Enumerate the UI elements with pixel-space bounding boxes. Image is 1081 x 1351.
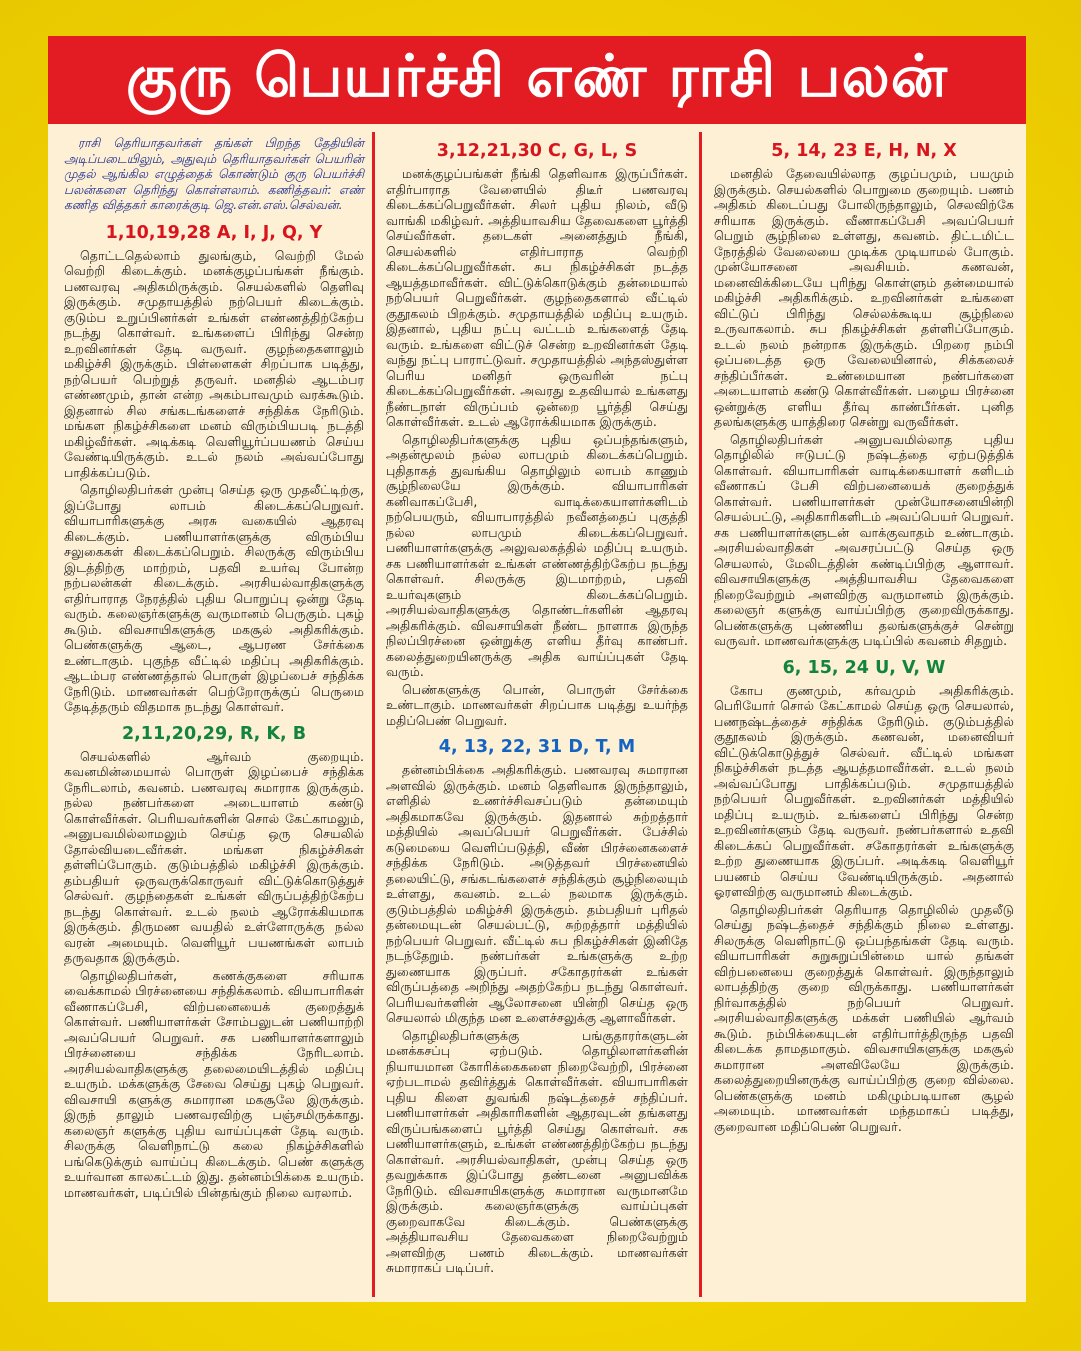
column-1 bbox=[56, 132, 372, 1297]
section-paragraph: தொழிலதிபர்களுக்கு பங்குதாரர்களுடன் மனக்கசப்பு ஏற்படும். தொழிலாளர்களின் நியாயமான கோரிக்கைகளை நிறைவேற்றி, பிரச்னை ஏற்படாமல் தவிர்த்துக் கொள்வீர்கள். வியாபாரிகள் புதிய கிளை துவங்கி நஷ்டத்தைச் சந்திப்பர். பணியாளர்கள் அதிகாரிகளின் ஆதரவுடன் தங்களது விருப்பங்களைப் பூர்த்தி செய்து கொள்வர். சக பணியாளர்களும், உங்கள் எண்ணத்திற்கேற்ப நடந்து கொள்வர். அரசியல்வாதிகள், முன்பு செய்த ஒரு தவறுக்காக இப்போது தண்டனை அனுபவிக்க நேரிடும். விவசாயிகளுக்கு சுமாரான வருமானமே இருக்கும். கலைஞர்களுக்கு வாய்ப்புகள் குறைவாகவே கிடைக்கும். பெண்களுக்கு அத்தியாவசிய தேவைகளை நிறைவேற்றும் அளவிற்கு பணம் கிடைக்கும். மாணவர்கள் சுமாராகப் படிப்பர். bbox=[386, 1027, 688, 1275]
section-paragraph: தொழிலதிபர்கள் அனுபவமில்லாத புதிய தொழிலில் ஈடுபட்டு நஷ்டத்தை ஏற்படுத்திக் கொள்வர். வியாபாரிகள் வாடிக்கையாளர் களிடம் வீணாகப் பேசி விற்பனையைக் குறைத்துக் கொள்வர். பணியாளர்கள் முன்யோசனையின்றி செயல்பட்டு, அதிகாரிகளிடம் அவப்பெயர் பெறுவர். சக பணியாளர்களுடன் வாக்குவாதம் உண்டாகும். அரசியல்வாதிகள் அவசரப்பட்டு செய்த ஒரு செயலால், மேலிடத்தின் கண்டிப்பிற்கு ஆளாவர். விவசாயிகளுக்கு அத்தியாவசிய தேவைகளை நிறைவேற்றும் அளவிற்கு வருமானம் இருக்கும். கலைஞர் களுக்கு வாய்ப்பிற்கு குறைவிருக்காது. பெண்களுக்கு புண்ணிய தலங்களுக்குச் சென்று வருவர். மாணவர்களுக்கு படிப்பில் கவனம் சிதறும். bbox=[714, 431, 1014, 648]
section-paragraph: தொழிலதிபர்கள் தெரியாத தொழிலில் முதலீடு செய்து நஷ்டத்தைச் சந்திக்கும் நிலை உள்ளது. சிலருக்கு வெளிநாட்டு ஒப்பந்தங்கள் தேடி வரும். வியாபாரிகள் சுறுசுறுப்பின்மை யால் தங்கள் விற்பனையை குறைத்துக் கொள்வர். இருந்தாலும் லாபத்திற்கு குறை விருக்காது. பணியாளர்கள் நிர்வாகத்தில் நற்பெயர் பெறுவர். அரசியல்வாதிகளுக்கு மக்கள் பணியில் ஆர்வம் கூடும். நம்பிக்கையுடன் எதிர்பார்த்திருந்த பதவி கிடைக்க தாமதமாகும். விவசாயிகளுக்கு மகசூல் சுமாரான அளவிலேயே இருக்கும். கலைத்துறையினருக்கு வாய்ப்பிற்கு குறை வில்லை. பெண்களுக்கு மனம் மகிழும்படியான சூழல் அமையும். மாணவர்கள் மந்தமாகப் படித்து, குறைவான மதிப்பெண் பெறுவர். bbox=[714, 901, 1014, 1134]
column-2 bbox=[378, 132, 696, 1297]
page-title: குரு பெயர்ச்சி எண் ராசி பலன் bbox=[126, 42, 948, 110]
section-paragraph: மனதில் தேவையில்லாத குழப்பமும், பயமும் இருக்கும். செயல்களில் பொறுமை குறையும். பணம் அதிகம் கிடைப்பது போலிருந்தாலும், செலவிற்கே சரியாக இருக்கும். வீணாகப்பேசி அவப்பெயர் பெறும் சூழ்நிலை உள்ளது, கவனம். திட்டமிட்ட நேரத்தில் வேலையை முடிக்க முடியாமல் போகும். முன்யோசனை அவசியம். கணவன், மனைவிக்கிடையே புரிந்து கொள்ளும் தன்மையால் மகிழ்ச்சி அதிகரிக்கும். உறவினர்கள் உங்களை விட்டுப் பிரிந்து செல்லக்கூடிய சூழ்நிலை உருவாகலாம். சுப நிகழ்ச்சிகள் தள்ளிப்போகும். உடல் நலம் நன்றாக இருக்கும். பிறரை நம்பி ஒப்படைத்த ஒரு வேலையினால், சிக்கலைச் சந்திப்பீர்கள். உண்மையான நண்பர்களை அடையாளம் கண்டு கொள்வீர்கள். பழைய பிரச்னை ஒன்றுக்கு எளிய தீர்வு காண்பீர்கள். புனித தலங்களுக்கு யாத்திரை சென்று வருவீர்கள். bbox=[714, 166, 1014, 429]
section-paragraph: தன்னம்பிக்கை அதிகரிக்கும். பணவரவு சுமாரான அளவில் இருக்கும். மனம் தெளிவாக இருந்தாலும், எளிதில் உணர்ச்சிவசப்படும் தன்மையும் அதிகமாகவே இருக்கும். இதனால் சுற்றத்தார் மத்தியில் அவப்பெயர் பெறுவீர்கள். பேச்சில் கடுமையை வெளிப்படுத்தி, வீண் பிரச்னைகளைச் சந்திக்க நேரிடும். அடுத்தவர் பிரச்னையில் தலையிட்டு, சங்கடங்களைச் சந்திக்கும் சூழ்நிலையும் உள்ளது, கவனம். உடல் நலமாக இருக்கும். குடும்பத்தில் மகிழ்ச்சி இருக்கும். தம்பதியர் புரிதல் தன்மையுடன் செயல்பட்டு, சுற்றத்தார் மத்தியில் நற்பெயர் பெறுவர். வீட்டில் சுப நிகழ்ச்சிகள் இனிதே நடந்தேறும். நண்பர்கள் உங்களுக்கு உற்ற துணையாக இருப்பர். சகோதரர்கள் உங்கள் விருப்பத்தை அறிந்து அதற்கேற்ப நடந்து கொள்வர். பெரியவர்களின் ஆலோசனை யின்றி செய்த ஒரு செயலால் மிகுந்த மன உளைச்சலுக்கு ஆளாவீர்கள். bbox=[386, 762, 688, 1025]
section-paragraph: தொழிலதிபர்கள் முன்பு செய்த ஒரு முதலீட்டிற்கு, இப்போது லாபம் கிடைக்கப்பெறுவர். வியாபாரிகளுக்கு அரசு வகையில் ஆதரவு கிடைக்கும். பணியாளர்களுக்கு விரும்பிய சலுகைகள் கிடைக்கப்பெறும். சிலருக்கு விரும்பிய இடத்திற்கு மாற்றம், பதவி உயர்வு போன்ற நற்பலன்கள் கிடைக்கும். அரசியல்வாதிகளுக்கு எதிர்பாராத நேரத்தில் புதிய பொறுப்பு ஒன்று தேடி வரும். கலைஞர்களுக்கு வருமானம் பெருகும். புகழ் கூடும். விவசாயிகளுக்கு மகசூல் அதிகரிக்கும். பெண்களுக்கு ஆடை, ஆபரண சேர்க்கை உண்டாகும். புகுந்த வீட்டில் மதிப்பு அதிகரிக்கும். ஆடம்பர எண்ணத்தால் பொருள் இழப்பைச் சந்திக்க நேரிடும். மாணவர்கள் பெற்றோருக்குப் பெருமை தேடித்தரும் விதமாக நடந்து கொள்வர். bbox=[64, 482, 364, 714]
section-paragraph: தொழிலதிபர்களுக்கு புதிய ஒப்பந்தங்களும், அதன்மூலம் நல்ல லாபமும் கிடைக்கப்பெறும். புதிதாகத் துவங்கிய தொழிலும் லாபம் காணும் சூழ்நிலையே இருக்கும். வியாபாரிகள் கனிவாகப்பேசி, வாடிக்கையாளர்களிடம் நற்பெயரும், வியாபாரத்தில் நவீனத்தைப் புகுத்தி நல்ல லாபமும் கிடைக்கப்பெறுவர். பணியாளர்களுக்கு அலுவலகத்தில் மதிப்பு உயரும். சக பணியாளர்கள் உங்கள் எண்ணத்திற்கேற்ப நடந்து கொள்வர். சிலருக்கு இடமாற்றம், பதவி உயர்வுகளும் கிடைக்கப்பெறும். அரசியல்வாதிகளுக்கு தொண்டர்களின் ஆதரவு அதிகரிக்கும். விவசாயிகள் நீண்ட நாளாக இருந்த நிலப்பிரச்னை ஒன்றுக்கு எளிய தீர்வு காண்பர். கலைத்துறையினருக்கு அதிக வாய்ப்புகள் தேடி வரும். bbox=[386, 431, 689, 679]
section-heading-4: 4, 13, 22, 31 D, T, M bbox=[438, 737, 636, 757]
section-paragraph: மனக்குழப்பங்கள் நீங்கி தெளிவாக இருப்பீர்கள். எதிர்பாராத வேளையில் திடீர் பணவரவு கிடைக்கப்பெறுவீர்கள். சிலர் புதிய நிலம், வீடு வாங்கி மகிழ்வர். அத்தியாவசிய தேவைகளை பூர்த்தி செய்வீர்கள். தடைகள் அனைத்தும் நீங்கி, செயல்களில் எதிர்பாராத வெற்றி கிடைக்கப்பெறுவீர்கள். சுப நிகழ்ச்சிகள் நடத்த ஆயத்தமாவீர்கள். விட்டுக்கொடுக்கும் தன்மையால் நற்பெயர் பெறுவீர்கள். குழந்தைகளால் வீட்டில் குதூகலம் பிறக்கும். சமுதாயத்தில் மதிப்பு உயரும். இதனால், புதிய நட்பு வட்டம் உங்களைத் தேடி வரும். உங்களை விட்டுச் சென்ற உறவினர்கள் தேடி வந்து நட்பு பாராட்டுவர். சமுதாயத்தில் அந்தஸ்துள்ள பெரிய மனிதர் ஒருவரின் நட்பு கிடைக்கப்பெறுவீர்கள். அவரது உதவியால் உங்களது நீண்டநாள் விருப்பம் ஒன்றை பூர்த்தி செய்து கொள்வீர்கள். உடல் ஆரோக்கியமாக இருக்கும். bbox=[386, 166, 688, 429]
section-paragraph: கோப குணமும், கர்வமும் அதிகரிக்கும். பெரியோர் சொல் கேட்காமல் செய்த ஒரு செயலால், பணநஷ்டத்தைச் சந்திக்க நேரிடும். குடும்பத்தில் குதூகலம் இருக்கும். கணவன், மனைவியர் விட்டுக்கொடுத்துச் செல்வர். வீட்டில் மங்கள நிகழ்ச்சிகள் நடத்த ஆயத்தமாவீர்கள். உடல் நலம் அவ்வப்போது பாதிக்கப்படும். சமுதாயத்தில் நற்பெயர் பெறுவீர்கள். உறவினர்கள் மத்தியில் மதிப்பு உயரும். உங்களைப் பிரிந்து சென்ற உறவினர்களும் தேடி வருவர். நண்பர்களால் உதவி கிடைக்கப் பெறுவீர்கள். சகோதரர்கள் உங்களுக்கு உற்ற துணையாக இருப்பர். அடிக்கடி வெளியூர் பயணம் செய்ய வேண்டியிருக்கும். அதனால் ஓரளவிற்கு வருமானம் கிடைக்கும். bbox=[714, 682, 1014, 899]
section-heading-3: 3,12,21,30 C, G, L, S bbox=[436, 141, 638, 161]
column-divider bbox=[372, 132, 375, 1297]
column-divider bbox=[699, 132, 702, 1297]
section-paragraph: தொட்டதெல்லாம் துலங்கும், வெற்றி மேல் வெற்றி கிடைக்கும். மனக்குழப்பங்கள் நீங்கும். பணவரவு அதிகமிருக்கும். செயல்களில் தெளிவு இருக்கும். சமுதாயத்தில் நற்பெயர் கிடைக்கும். குடும்ப உறுப்பினர்கள் உங்கள் எண்ணத்திற்கேற்ப நடந்து கொள்வர். உங்களைப் பிரிந்து சென்ற உறவினர்கள் தேடி வருவர். குழந்தைகளாலும் மகிழ்ச்சி இருக்கும். பிள்ளைகள் சிறப்பாக படித்து, நற்பெயர் பெற்றுத் தருவர். மனதில் ஆடம்பர எண்ணமும், தான் என்ற அகம்பாவமும் வரக்கூடும். இதனால் சில சங்கடங்களைச் சந்திக்க நேரிடும். மங்கள நிகழ்ச்சிகளை மனம் விரும்பியபடி நடத்தி மகிழ்வீர்கள். அடிக்கடி வெளியூர்ப்பயணம் செய்ய வேண்டியிருக்கும். உடல் நலம் அவ்வப்போது பாதிக்கப்படும். bbox=[64, 247, 364, 480]
section-paragraph: பெண்களுக்கு பொன், பொருள் சேர்க்கை உண்டாகும். மாணவர்கள் சிறப்பாக படித்து உயர்ந்த மதிப்பெண் பெறுவர். bbox=[386, 681, 688, 728]
section-paragraph: செயல்களில் ஆர்வம் குறையும். கவனமின்மையால் பொருள் இழப்பைச் சந்திக்க நேரிடலாம், கவனம். பணவரவு சுமாராக இருக்கும். நல்ல நண்பர்களை அடையாளம் கண்டு கொள்வீர்கள். பெரியவர்களின் சொல் கேட்காமலும், அனுபவமில்லாமலும் செய்த ஒரு செயலில் தோல்வியடைவீர்கள். மங்கள நிகழ்ச்சிகள் தள்ளிப்போகும். குடும்பத்தில் மகிழ்ச்சி இருக்கும். தம்பதியர் ஒருவருக்கொருவர் விட்டுக்கொடுத்துச் செல்வர். குழந்தைகள் உங்கள் விருப்பத்திற்கேற்ப நடந்து கொள்வர். உடல் நலம் ஆரோக்கியமாக இருக்கும். திருமண வயதில் உள்ளோருக்கு நல்ல வரன் அமையும். வெளியூர் பயணங்கள் லாபம் தருவதாக இருக்கும். bbox=[64, 748, 364, 965]
article-page bbox=[48, 36, 1026, 1302]
intro-text: ராசி தெரியாதவர்கள் தங்கள் பிறந்த தேதியின் அடிப்படையிலும், அதுவும் தெரியாதவர்கள் பெயரின் முதல் ஆங்கில எழுத்தைக் கொண்டும் குரு பெயர்ச்சி பலன்களை தெரிந்து கொள்ளலாம். கணித்தவர்: எண் கணித வித்தகர் காரைக்குடி ஜெ.என்.எஸ்.செல்வன். bbox=[64, 136, 364, 212]
section-heading-5: 5, 14, 23 E, H, N, X bbox=[771, 141, 957, 161]
section-paragraph: தொழிலதிபர்கள், கணக்குகளை சரியாக வைக்காமல் பிரச்னையை சந்திக்கலாம். வியாபாரிகள் வீணாகப்பேசி, விற்பனையைக் குறைத்துக் கொள்வர். பணியாளர்கள் சோம்பலுடன் பணியாற்றி அவப்பெயர் பெறுவர். சக பணியாளர்களாலும் பிரச்னையை சந்திக்க நேரிடலாம். அரசியல்வாதிகளுக்கு தலைமையிடத்தில் மதிப்பு உயரும். மக்களுக்கு சேவை செய்து புகழ் பெறுவர். விவசாயி களுக்கு சுமாரான மகசூலே இருக்கும். இருந் தாலும் பணவரவிற்கு பஞ்சமிருக்காது. கலைஞர் களுக்கு புதிய வாய்ப்புகள் தேடி வரும். சிலருக்கு வெளிநாட்டு கலை நிகழ்ச்சிகளில் பங்கெடுக்கும் வாய்ப்பு கிடைக்கும். பெண் களுக்கு உயர்வான காலகட்டம் இது. தன்னம்பிக்கை உயரும். மாணவர்கள், படிப்பில் பின்தங்கும் நிலை வரலாம். bbox=[64, 967, 364, 1200]
column-3 bbox=[706, 132, 1022, 1297]
section-heading-1: 1,10,19,28 A, I, J, Q, Y bbox=[105, 222, 323, 243]
section-heading-6: 6, 15, 24 U, V, W bbox=[782, 657, 946, 678]
title-banner bbox=[48, 36, 1026, 124]
section-heading-2: 2,11,20,29, R, K, B bbox=[121, 723, 307, 744]
